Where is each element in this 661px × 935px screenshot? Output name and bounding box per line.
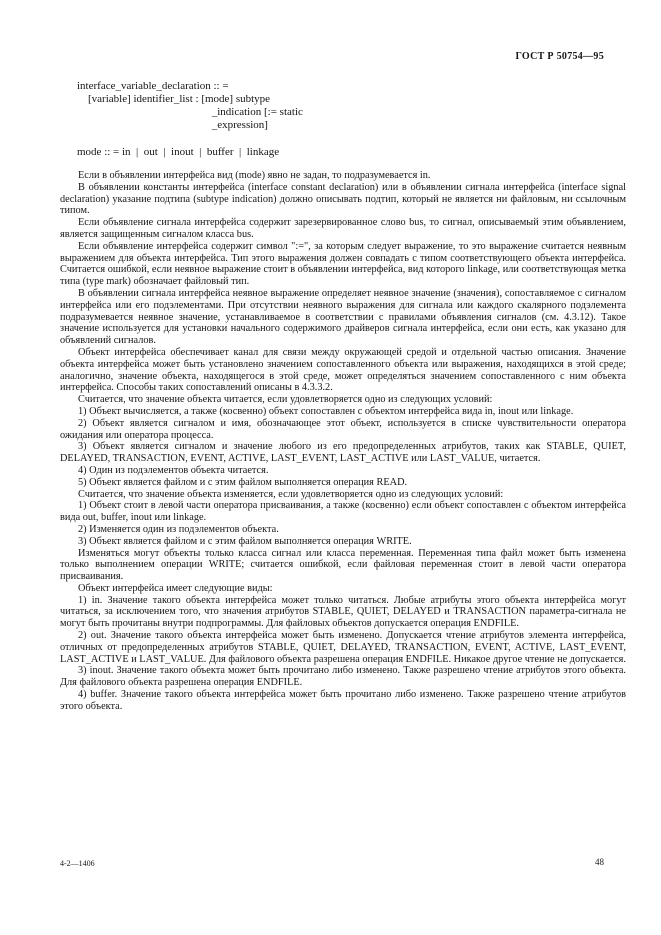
syntax-line: interface_variable_declaration :: = xyxy=(77,80,229,92)
paragraph: Объект интерфейса имеет следующие виды: xyxy=(78,582,273,594)
paragraph: 5) Объект является файлом и с этим файлом выполняется операция READ. xyxy=(78,476,408,488)
paragraph: 1) Объект стоит в левой части оператора присваивания, а также (косвенно) если объект сопоставлен с объектом интерфейса вида out, buffer, inout или linkage. xyxy=(60,500,626,524)
paragraph: Изменяться могут объекты только класса сигнал или класса переменная. Переменная типа файл может быть изменена только выполнением операции WRITE; считается ошибкой, если файловая переменная стоит в левой части оператора присваивания. xyxy=(60,547,626,583)
paragraph: 2) Объект является сигналом и имя, обозначающее этот объект, используется в списке чувствительности оператора ожидания или оператора процесса. xyxy=(60,417,626,441)
paragraph: Если объявление сигнала интерфейса содержит зарезервированное слово bus, то сигнал, описываемый этим объявлением, является защищенным сигналом класса bus. xyxy=(60,217,626,240)
paragraph: 3) inout. Значение такого объекта может быть прочитано либо изменено. Также разрешено чтение атрибутов этого объекта. Для файлового объекта разрешена операция ENDFILE. xyxy=(60,665,626,689)
print-code: 4-2—1406 xyxy=(60,859,95,868)
paragraph: Объект интерфейса обеспечивает канал для связи между окружающей средой и отдельной частью описания. Значение объекта интерфейса может быть установлено значением сопоставленного объекта или выражения, находящихся в этой среде; аналогично, значение объекта, находящегося в этой среде, может определяться значением сопоставленного с ним объекта интерфейса. Способы таких сопоставлений описаны в 4.3.3.2. xyxy=(60,346,626,394)
paragraph: Считается, что значение объекта изменяется, если удовлетворяется одно из следующих условий: xyxy=(78,488,504,500)
syntax-line: _indication [:= static xyxy=(77,106,303,118)
paragraph: 1) in. Значение такого объекта интерфейса может только читаться. Любые атрибуты этого объекта интерфейса могут читаться, за исключением того, что значения атрибутов STABLE, QUIET, DELAYED и TRANSACTION параметра-сигнала не могут быть прочитаны внутри подпрограммы. Для файловых объектов допускается операция ENDFILE. xyxy=(60,594,626,630)
syntax-line: [variable] identifier_list : [mode] subtype xyxy=(77,93,271,105)
paragraph: В объявлении константы интерфейса (interface constant declaration) или в объявлении сигнала интерфейса (interface signal declaration) указание подтипа (subtype indication) должно описывать подтип, который не является ни файловым, ни ссылочным типом. xyxy=(60,181,626,217)
body-text xyxy=(60,170,626,713)
paragraph: Считается, что значение объекта читается, если удовлетворяется одно из следующих условий: xyxy=(78,394,493,406)
paragraph: 4) Один из подэлементов объекта читается. xyxy=(78,464,269,476)
syntax-block xyxy=(77,80,303,132)
paragraph: Если в объявлении интерфейса вид (mode) явно не задан, то подразумевается in. xyxy=(78,170,431,181)
paragraph: 3) Объект является файлом и с этим файлом выполняется операция WRITE. xyxy=(78,535,412,547)
paragraph: 2) out. Значение такого объекта интерфейса может быть изменено. Допускается чтение атрибутов элемента интерфейса, отличных от предопределенных атрибутов STABLE, QUIET, DELAYED, TRANSACTION, EVENT, ACTIVE, LAST_EVENT, LAST_ACTIVE и LAST_VALUE. Для файлового объекта разрешена операция ENDFILE. Никакое другое чтение не допускается. xyxy=(60,630,626,665)
syntax-line: _expression] xyxy=(77,119,268,131)
document-header: ГОСТ Р 50754—95 xyxy=(515,51,604,62)
page-number: 48 xyxy=(595,857,604,867)
paragraph: Если объявление интерфейса содержит символ ":=", за которым следует выражение, то это выражение считается неявным выражением для объекта интерфейса. Тип этого выражения должен совпадать с типом соответствующего объекта интерфейса. Считается ошибкой, если неявное выражение стоит в объявлении интерфейса, вид которого linkage, или соответствующая метка типа (type mark) обозначает файловый тип. xyxy=(60,240,626,288)
paragraph: 3) Объект является сигналом и значение любого из его предопределенных атрибутов, таких как STABLE, QUIET, DELAYED, TRANSACTION, EVENT, ACTIVE, LAST_EVENT, LAST_ACTIVE или LAST_VALUE, читается. xyxy=(60,441,626,465)
paragraph: 4) buffer. Значение такого объекта интерфейса может быть прочитано либо изменено. Также разрешено чтение атрибутов этого объекта. xyxy=(60,689,626,712)
mode-syntax: mode :: = in | out | inout | buffer | linkage xyxy=(77,146,280,158)
paragraph: В объявлении сигнала интерфейса неявное выражение определяет неявное значение (значения), сопоставляемое с сигналом интерфейса или его подэлементами. При отсутствии неявного выражения для сигнала или каждого скалярного подэлемента подразумевается неявное значение, устанавливаемое в соответствии с правилами объявления сигналов (см. 4.3.12). Такое значение используется для установки начального содержимого драйверов сигнала интерфейса, если они есть, как указано для объявлений сигналов. xyxy=(60,287,626,347)
paragraph: 1) Объект вычисляется, а также (косвенно) объект сопоставлен с объектом интерфейса вида in, inout или linkage. xyxy=(78,405,574,417)
paragraph: 2) Изменяется один из подэлементов объекта. xyxy=(78,523,279,535)
